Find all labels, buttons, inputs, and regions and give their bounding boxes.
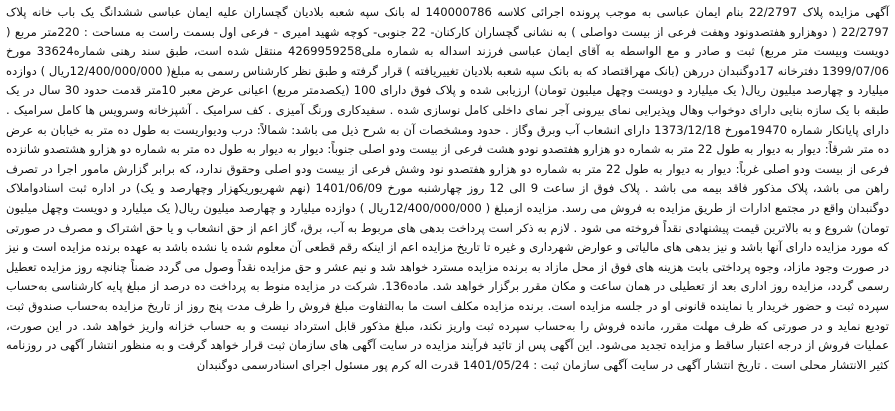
auction-notice-text: آگهی مزایده پلاک 22/2797 بنام ایمان عباسی به موجب پرونده اجرائی کلاسه 140000786 له بانک سپه شعبه بلادیان گچساران علیه ایمان عباسی ششدانگ یک باب خانه پلاک 22/2797 ( دوهزارو هفتصدونود وهفت فرعی از بیست دواصلی ) به نشانی گچساران کارکنان- 22 جنوبی- کوچه شهید امیری - فرعی اول بسمت راست به مساحت : 220متر مربع ( دویست وبیست متر مربع) ثبت و صادر و مع الواسطه به آقای ایمان عباسی فرزند اسداله به شماره ملی4269959258 منتقل شده است، طبق سند رهنی شماره33624 مورخ 1399/07/06 دفترخانه 17دوگنبدان دررهن (بانک مهراقتصاد که به بانک سپه شعبه بلادیان تغییریافته ) قرار گرفته و طبق نظر کارشناس رسمی به مبلغ( 12/400/000/000ریال ) دوازده میلیارد و چهارصد میلیون ریال( یک میلیارد و دویست وچهل میلیون تومان) ارزیابی شده و پلاک فوق دارای 100 (یکصدمتر مربع) اعیانی عرض معبر 10متر قدمت حدود 30 سال در یک طبقه با یک سازه بنایی دارای دوخواب وهال وپذیرایی نمای بیرونی آجر نمای داخلی کامل نوسازی شده . سفیدکاری ورنگ آمیزی . کف سرامیک . آشپزخانه وسرویس ها کامل سرامیک . دارای پایانکار شماره 19470مورخ 1373/12/18 دارای انشعاب آب وبرق وگاز . حدود ومشخصات آن به شرح ذیل می باشد: شمالاً: درب وديواريست به طول ده متر به خیابان به عرض ده متر شرقاً: دیوار به دیوار به طول 22 متر به شماره دو هزارو هفتصدو نودو هشت فرعی از بیست ودو اصلی جنوباً: دیوار به دیوار به طول ده متر به شماره دو هزارو هشتصدو شانزده فرعی از بیست ودو اصلی غرباً: دیوار به دیوار به طول 22 متر به شماره دو هزارو هفتصدو نود وشش فرعی از بیست ودو اصلی وحقوق ندارد، که برابر گزارش مامور اجرا در تصرف راهن می باشد، پلاک مذکور فاقد بیمه می باشد . پلاک فوق از ساعت 9 الی 12 روز چهارشنبه مورخ 1401/06/09 (نهم شهریوریکهزار وچهارصد و یک) در اداره ثبت اسنادواملاک دوگنبدان واقع در مجتمع ادارات از طریق مزایده به فروش می رسد. مزایده ازمبلغ ( 12/400/000/000ریال ) دوازده میلیارد و چهارصد میلیون ریال( یک میلیارد و دویست وچهل میلیون تومان) شروع و به بالاترین قیمت پیشنهادی نقداً فروخته می شود . لازم به ذکر است پرداخت بدهی های مربوط به آب، برق، گاز اعم از حق انشعاب و یا حق اشتراک و مصرف در صورتی که مورد مزایده دارای آنها باشد و نیز بدهی های مالیاتی و عوارض شهرداری و غیره تا تاریخ مزایده اعم از اینکه رقم قطعی آن معلوم شده یا نشده باشد به عهده برنده مزایده است و نیز در صورت وجود مازاد، وجوه پرداختی بابت هزینه های فوق از محل مازاد به برنده مزایده مسترد خواهد شد و نیم عشر و حق مزایده نقداً وصول می گردد ضمناً چنانچه روز مزایده تعطیل رسمی گردد، مزایده روز اداری بعد از تعطیلی در همان ساعت و مکان مقرر برگزار خواهد شد. ماده136. شرکت در مزایده منوط به پرداخت ده درصد از مبلغ پایه کارشناسی به‌حساب سپرده ثبت و حضور خریدار یا نماینده قانونی او در جلسه مزایده است. برنده مزایده مکلف است ما به‌التفاوت مبلغ فروش را ظرف مدت پنج روز از تاریخ مزایده به‌حساب صندوق ثبت تودیع نماید و در صورتی که ظرف مهلت مقرر، مانده فروش را به‌حساب سپرده ثبت واریز نکند، مبلغ مذکور قابل استرداد نیست و به حساب خزانه واریز خواهد شد. در این صورت، عملیات فروش از درجه اعتبار ساقط و مزایده تجدید می‌شود. این آگهی پس از تائید فرآیند مزایده در سایت آگهی های سازمان ثبت قرار خواهد گرفت و به منظور انتشار آگهی در روزنامه کثیر الانتشار محلی است . تاریخ انتشار آگهی در سایت آگهی سازمان ثبت : 1401/05/24 قدرت اله کرم پور مسئول اجرای اسنادرسمی دوگنبدان <box>6 5 890 372</box>
